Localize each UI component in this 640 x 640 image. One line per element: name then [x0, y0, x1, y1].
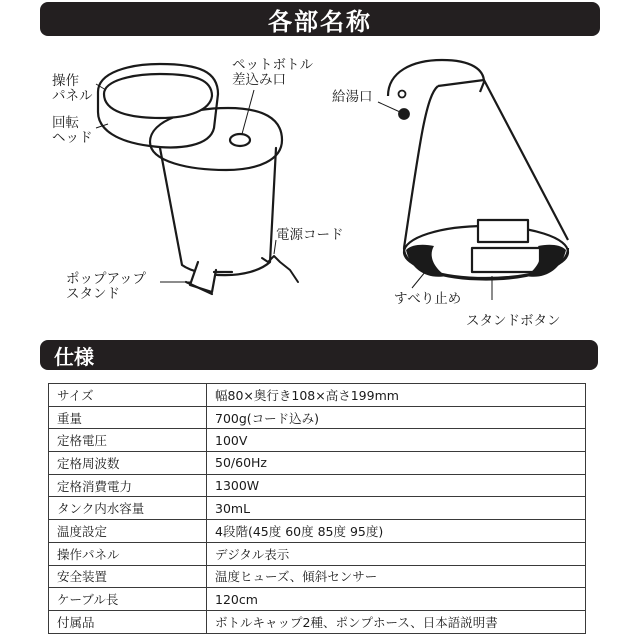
callout-hot-outlet: 給湯口: [332, 89, 373, 105]
table-row: [49, 588, 586, 611]
spec-key: 操作パネル: [49, 542, 207, 565]
spec-key: 安全装置: [49, 565, 207, 588]
popup-stand-leg: [190, 262, 216, 292]
parts-title: 各部名称: [268, 7, 372, 36]
spec-value: ボトルキャップ2種、ポンプホース、日本語説明書: [207, 610, 586, 633]
spec-value: 120cm: [207, 588, 586, 611]
table-row: [49, 429, 586, 452]
parts-title-banner: [40, 2, 600, 36]
spec-key: 重量: [49, 406, 207, 429]
table-row: [49, 384, 586, 407]
spec-value: 温度ヒューズ、傾斜センサー: [207, 565, 586, 588]
spec-key: ケーブル長: [49, 588, 207, 611]
table-row: [49, 452, 586, 475]
callout-panel: 操作 パネル: [52, 73, 93, 104]
table-row: [49, 497, 586, 520]
spec-value: 50/60Hz: [207, 452, 586, 475]
callout-rotating-head: 回転 ヘッド: [52, 115, 93, 146]
spec-value: 1300W: [207, 474, 586, 497]
callout-bottle-port: ペットボトル 差込み口: [232, 57, 313, 88]
product-diagram: [0, 40, 640, 336]
spec-table: [48, 383, 586, 634]
spec-title: 仕様: [54, 344, 94, 369]
power-cord: [262, 256, 298, 282]
table-row: [49, 406, 586, 429]
spec-key: 定格周波数: [49, 452, 207, 475]
device-body: [160, 148, 276, 275]
spec-value: 4段階(45度 60度 85度 95度): [207, 520, 586, 543]
callout-power-cord: 電源コード: [276, 227, 344, 243]
spec-value: 30mL: [207, 497, 586, 520]
spec-key: 定格電圧: [49, 429, 207, 452]
spec-key: 付属品: [49, 610, 207, 633]
spec-key: 温度設定: [49, 520, 207, 543]
callout-non-slip: すべり止め: [394, 291, 462, 307]
spec-value: 700g(コード込み): [207, 406, 586, 429]
spec-value: 100V: [207, 429, 586, 452]
spec-title-banner: [40, 340, 598, 370]
spec-key: 定格消費電力: [49, 474, 207, 497]
table-row: [49, 474, 586, 497]
table-row: [49, 520, 586, 543]
bottle-port: [230, 134, 250, 146]
table-row: [49, 542, 586, 565]
panel-top: [104, 74, 212, 118]
callout-stand-button: スタンドボタン: [466, 313, 561, 329]
spec-key: タンク内水容量: [49, 497, 207, 520]
spec-key: サイズ: [49, 384, 207, 407]
table-row: [49, 610, 586, 633]
callout-popup-stand: ポップアップ スタンド: [66, 271, 147, 302]
spec-value: デジタル表示: [207, 542, 586, 565]
spec-value: 幅80×奥行き108×高さ199mm: [207, 384, 586, 407]
table-row: [49, 565, 586, 588]
